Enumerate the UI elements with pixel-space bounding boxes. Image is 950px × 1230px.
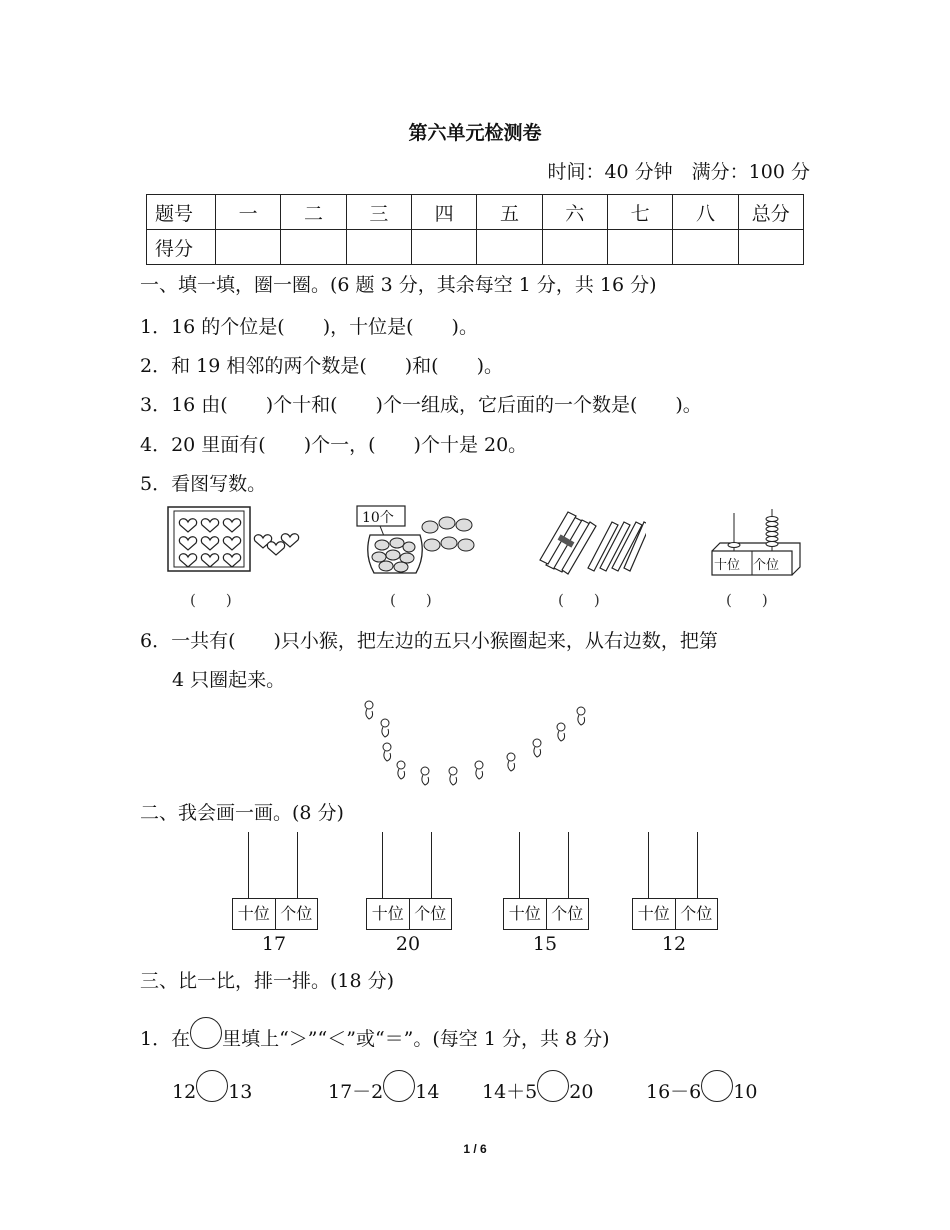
question-5: 5．看图写数。 xyxy=(140,473,267,495)
tens-label: 十位 xyxy=(633,899,676,929)
monkeys-figure[interactable] xyxy=(355,695,595,790)
page-number: 1 / 6 xyxy=(463,1142,487,1156)
table-cell: 七 xyxy=(607,195,672,230)
question-6-line2: 4 只圈起来。 xyxy=(172,669,286,691)
monkey-icon xyxy=(475,761,483,779)
compare-circle[interactable] xyxy=(701,1070,733,1102)
compare-right: 14 xyxy=(415,1081,440,1103)
comparison-item xyxy=(172,1070,252,1103)
score-cell[interactable] xyxy=(738,230,803,265)
ones-label: 个位 xyxy=(680,904,713,923)
time-score-info: 时间：40 分钟 满分：100 分 xyxy=(547,161,810,183)
question-3: 3．16 由( )个十和( )个一组成，它后面的一个数是( )。 xyxy=(140,394,702,416)
table-cell: 得分 xyxy=(147,230,216,265)
bag-label: 10个 xyxy=(362,510,394,526)
section3-heading: 三、比一比，排一排。(18 分) xyxy=(140,970,395,992)
place-number: 15 xyxy=(532,933,558,955)
score-cell[interactable] xyxy=(477,230,542,265)
abacus-tens-label: 十位 xyxy=(714,558,741,573)
ones-label: 个位 xyxy=(414,904,447,923)
question-6-line1: 6．一共有( )只小猴，把左边的五只小猴圈起来，从右边数，把第 xyxy=(140,630,718,652)
table-cell: 二 xyxy=(281,195,346,230)
compare-right: 20 xyxy=(569,1081,594,1103)
monkey-icon xyxy=(397,761,405,779)
q1-suffix: 里填上“＞”“＜”或“＝”。(每空 1 分，共 8 分) xyxy=(222,1028,610,1050)
section3-question-1 xyxy=(140,1017,610,1051)
compare-circle[interactable] xyxy=(196,1070,228,1102)
answer-blank[interactable]: ( ) xyxy=(190,591,232,609)
score-table xyxy=(146,194,804,265)
sticks-figure xyxy=(536,510,646,575)
table-cell: 总分 xyxy=(738,195,803,230)
table-cell: 五 xyxy=(477,195,542,230)
score-cell[interactable] xyxy=(281,230,346,265)
compare-right: 10 xyxy=(733,1081,758,1103)
monkey-icon xyxy=(507,753,515,771)
comparison-item xyxy=(328,1070,439,1104)
table-cell: 四 xyxy=(411,195,476,230)
score-cell[interactable] xyxy=(673,230,738,265)
table-cell: 八 xyxy=(673,195,738,230)
table-cell: 三 xyxy=(346,195,411,230)
answer-blank[interactable]: ( ) xyxy=(558,591,600,609)
place-number: 20 xyxy=(395,933,421,955)
monkey-icon xyxy=(421,767,429,785)
question-1: 1．16 的个位是( )，十位是( )。 xyxy=(140,316,478,338)
q1-prefix: 1．在 xyxy=(140,1028,191,1050)
circle-icon xyxy=(190,1017,222,1049)
question-2: 2．和 19 相邻的两个数是( )和( )。 xyxy=(140,355,503,377)
monkey-icon xyxy=(449,767,457,785)
monkey-icon xyxy=(577,707,585,725)
compare-left: 17－2 xyxy=(328,1081,384,1103)
hearts-figure xyxy=(164,505,304,575)
table-cell: 一 xyxy=(216,195,281,230)
ones-label: 个位 xyxy=(280,904,313,923)
monkey-icon xyxy=(533,739,541,757)
comparison-item xyxy=(646,1070,757,1104)
compare-left: 16－6 xyxy=(646,1081,702,1103)
answer-blank[interactable]: ( ) xyxy=(726,591,768,609)
monkey-icon xyxy=(365,701,373,719)
compare-circle[interactable] xyxy=(537,1070,569,1102)
table-row xyxy=(147,230,804,265)
score-cell[interactable] xyxy=(346,230,411,265)
table-cell: 题号 xyxy=(147,195,216,230)
score-cell[interactable] xyxy=(216,230,281,265)
monkey-icon xyxy=(381,719,389,737)
compare-left: 14＋5 xyxy=(482,1081,538,1103)
tens-label: 十位 xyxy=(367,899,410,929)
score-cell[interactable] xyxy=(542,230,607,265)
compare-right: 13 xyxy=(228,1081,253,1103)
table-cell: 六 xyxy=(542,195,607,230)
comparison-item xyxy=(482,1070,593,1104)
page-title: 第六单元检测卷 xyxy=(408,122,542,144)
question-4: 4．20 里面有( )个一，( )个十是 20。 xyxy=(140,434,528,456)
tens-label: 十位 xyxy=(504,899,547,929)
answer-blank[interactable]: ( ) xyxy=(390,591,432,609)
abacus-ones-label: 个位 xyxy=(753,558,780,573)
place-number: 17 xyxy=(261,933,287,955)
score-cell[interactable] xyxy=(411,230,476,265)
ones-label: 个位 xyxy=(551,904,584,923)
compare-circle[interactable] xyxy=(383,1070,415,1102)
tens-label: 十位 xyxy=(233,899,276,929)
heart-icon xyxy=(179,519,298,567)
monkey-icon xyxy=(557,723,565,741)
section1-heading: 一、填一填，圈一圈。(6 题 3 分，其余每空 1 分，共 16 分) xyxy=(140,274,657,296)
place-number: 12 xyxy=(661,933,687,955)
score-cell[interactable] xyxy=(607,230,672,265)
monkey-icon xyxy=(383,743,391,761)
section2-heading: 二、我会画一画。(8 分) xyxy=(140,802,344,824)
table-row xyxy=(147,195,804,230)
compare-left: 12 xyxy=(172,1081,197,1103)
